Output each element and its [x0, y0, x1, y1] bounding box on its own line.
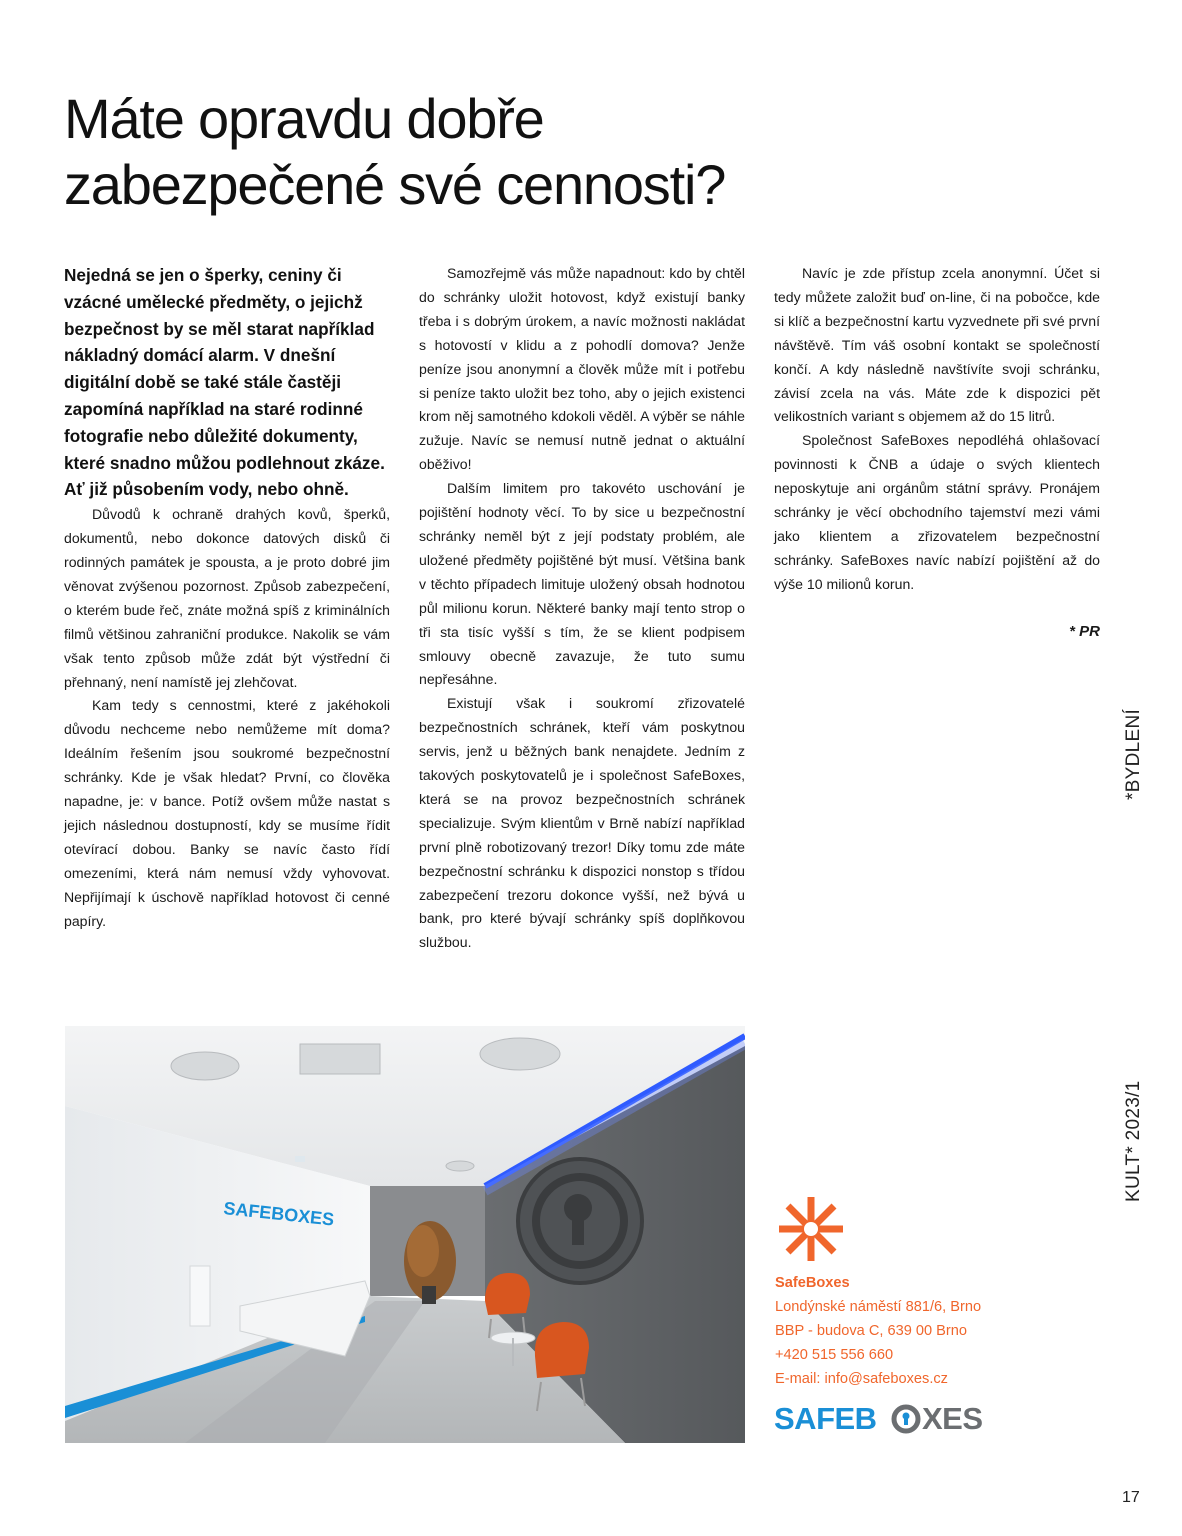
title-line-2: zabezpečené své cennosti? — [64, 153, 726, 216]
safeboxes-star-icon — [775, 1193, 847, 1265]
title-line-1: Máte opravdu dobře — [64, 87, 544, 150]
photo-wall-sign: SAFEBOXES — [222, 1198, 336, 1230]
column-1 — [64, 262, 390, 933]
paragraph: Společnost SafeBoxes nepodléhá ohlašovací povinnosti k ČNB a údaje o svých klientech neposkytuje ani orgánům státní správy. Pronájem schránky je věcí obchodního tajemství mezi vámi jako klientem a zřizovatelem bezpečnostní schránky. SafeBoxes navíc nabízí pojištění až do výše 10 milionů korun. — [774, 432, 1100, 592]
paragraph: Existují však i soukromí zřizovatelé bezpečnostních schránek, kteří vám poskytnou servis, jenž u běžných bank nenajdete. Jedním z takových poskytovatelů je i společnost SafeBoxes, která se na provoz bezpečnostních schránek specializuje. Svým klientům v Brně nabízí například první plně robotizovaný trezor! Díky tomu zde máte bezpečnostní schránku k dispozici nonstop s třídou zabezpečení trezoru dokonce vyšší, než bývá u bank, pro které bývají schránky spíš doplňkovou službou. — [419, 695, 745, 951]
logo-text-part2: XES — [922, 1401, 983, 1436]
safeboxes-logo — [774, 1401, 1004, 1437]
paragraph: Dalším limitem pro takovéto uschování je pojištění hodnoty věcí. To by sice u bezpečnostní schránky neměl být z její podstaty problém, ale uložené předměty pojištěné být musí. Většina bank v těchto případech limituje uložený obsah hodnotou půl milionu korun. Některé banky mají tento strop o tři sta tisíc vyšší s tím, že se klient podpisem smlouvy obecně zavazuje, že tuto sumu nepřesáhne. — [419, 480, 745, 688]
issue-label: KULT* 2023/1 — [1123, 1080, 1144, 1202]
email[interactable]: E-mail: info@safeboxes.cz — [775, 1371, 948, 1387]
lead-paragraph: Nejedná se jen o šperky, ceniny či vzácné umělecké předměty, o jejichž bezpečnost by se měl starat například nákladný domácí alarm. V dnešní digitální době se také stále častěji zapomíná například na staré rodinné fotografie nebo důležité dokumenty, které snadno můžou podlehnout zkáze. Ať již působením vody, nebo ohně. — [64, 265, 385, 500]
paragraph: Kam tedy s cennostmi, které z jakéhokoli důvodu nechceme nebo nemůžeme mít doma? Ideálním řešením jsou soukromé bezpečnostní schránky. Kde je však hledat? První, co člověka napadne, je: v bance. Potíž ovšem může nastat s jejich následnou dostupností, kdy se musíme řídit otevírací dobou. Banky se navíc často řídí omezeními, která nám nemusí vždy vyhovovat. Nepřijímají k úschově například hotovost či cenné papíry. — [64, 697, 390, 929]
keyhole-o-icon — [891, 1404, 921, 1434]
company-name: SafeBoxes — [775, 1275, 850, 1291]
phone[interactable]: +420 515 556 660 — [775, 1347, 894, 1363]
column-2 — [419, 262, 745, 955]
address-line-2: BBP - budova C, 639 00 Brno — [775, 1323, 968, 1339]
column-3 — [774, 262, 1100, 597]
page-number: 17 — [1122, 1489, 1140, 1506]
paragraph: Důvodů k ochraně drahých kovů, šperků, dokumentů, nebo dokonce datových disků či rodinných památek je spousta, a je proto dobré jim věnovat zvýšenou pozornost. Způsob zabezpečení, o kterém bude řeč, znáte možná spíš z kriminálních filmů většinou zahraniční produkce. Nakolik se vám však tento způsob může zdát být výstřední či přehnaný, není namístě jej zlehčovat. — [64, 506, 390, 690]
contact-block — [775, 1271, 1095, 1391]
logo-text-part1: SAFEB — [774, 1401, 877, 1436]
address-line-1: Londýnské náměstí 881/6, Brno — [775, 1299, 982, 1315]
paragraph: Samozřejmě vás může napadnout: kdo by chtěl do schránky uložit hotovost, když existují banky třeba i s dobrým úrokem, a navíc možnosti nakládat s hotovostí v klidu a z pohodlí domova? Jenže peníze jsou anonymní a člověk může mít i potřebu si peníze takto uložit bez toho, aby o jejich existenci krom něj samotného kdokoli věděl. A výběr se náhle zužuje. Navíc se nemusí nutně jednat o aktuální oběživo! — [419, 265, 745, 473]
paragraph: Navíc je zde přístup zcela anonymní. Účet si tedy můžete založit buď on-line, či na pobočce, kde si klíč a bezpečnostní kartu vyzvednete při své první návštěvě. Tím váš osobní kontakt se společností končí. A kdy následně navštívíte svoji schránku, závisí zcela na vás. Máte zde k dispozici pět velikostních variant s objemem až do 15 litrů. — [774, 265, 1100, 425]
signature: * PR — [1069, 623, 1100, 640]
section-label: *BYDLENÍ — [1123, 708, 1144, 800]
interior-photo — [65, 1026, 745, 1443]
article-title — [64, 86, 1044, 218]
